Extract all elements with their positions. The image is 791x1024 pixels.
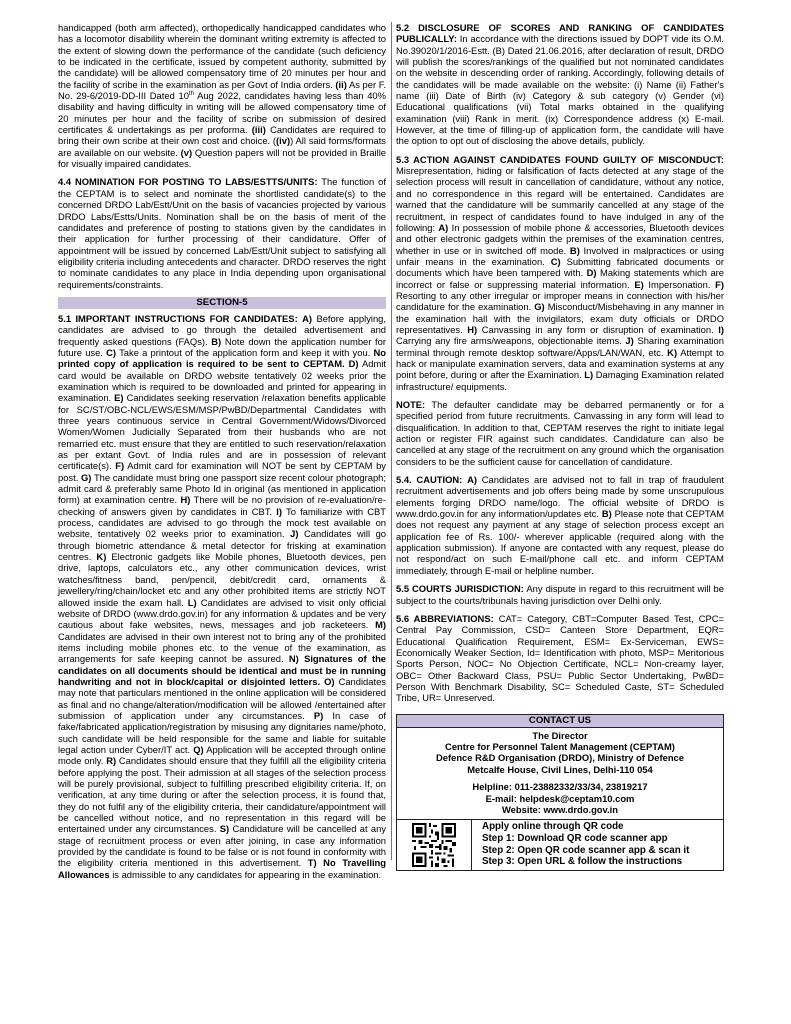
helpline: Helpline: 011-23882332/33/34, 23819217 bbox=[472, 781, 648, 793]
section-5-6-heading: 5.6 ABBREVIATIONS: bbox=[396, 612, 494, 624]
section-5-band: SECTION-5 bbox=[58, 297, 386, 309]
section-5-5: 5.5 COURTS JURISDICTION: Any dispute in regard to this recruitment will be subject to the courts/tribunals having jurisdiction over Delhi only. bbox=[396, 583, 724, 606]
intro-paragraph: handicapped (both arm affected), orthopedically handicapped candidates who has a locomotor disability wherein the dominant writing extremity is affected to the extent of slowing down the performance of the candidate (such deficiency to be indicated in the certificate, issued by competent authority, submitted by the candidate) will be allowed compensatory time of 20 minutes per hour and the facility of scribe in the examination as per Govt of India orders. (ii) As per F. No. 29-6/2019-DD-III Dated 10th Aug 2022, candidates having less than 40% disability and having difficulty in writing will be allowed compensatory time of 20 minutes per hour and the facility of scribe on submission of desired certificates & undertakings as per proforma. (iii) Candidates are required to bring their own scribe at their own cost and choice. ((iv)) All said forms/formats are available on our website. (v) Question papers will not be provided in Braille for visually impaired candidates. bbox=[58, 22, 387, 170]
note-paragraph: NOTE: The defaulter candidate may be debarred permanently or for a specified period from future recruitments. Canvassing in any form will lead to disqualification. In addition to that, CEPTAM reserves the right to initiate legal action or register FIR against such candidates. Candidature can also be cancelled at any stage of the recruitment on any ground which the organisation considers to be the sufficient cause for cancellation of candidature. bbox=[396, 399, 724, 467]
contact-address: The Director Centre for Personnel Talent Management (CEPTAM) Defence R&D Organisation (DRDO), Ministry of Defence Metcalfe House, Civil Lines, Delhi-110 054 bbox=[436, 729, 684, 775]
qr-code-icon bbox=[412, 823, 456, 867]
qr-step: Step 3: Open URL & follow the instructions bbox=[482, 856, 683, 868]
section-5-2: 5.2 DISCLOSURE OF SCORES AND RANKING OF CANDIDATES PUBLICALLY: In accordance with the directions issued by DOPT vide its O.M. No.39020/1/2016-Estt. (B) Dated 21.06.2016, after declaration of result, DRDO will publish the scores/rankings of the qualified but not nominated candidates on the website in descending order of ranking. Accordingly, following details of the candidates will be made available on the website: (i) Name (ii) Father's name (iii) Date of Birth (iv) Category & sub category (v) Gender (vi) Educational qualifications (vii) Total marks obtained in the qualifying examination (viii) Rank in merit. (ix) Correspondence address (x) E-mail. However, at the time of filling-up of application form, the candidate will have the option to opt out of disclosing the above details, publicly. bbox=[396, 22, 725, 147]
section-5-4-heading: 5.4. CAUTION: bbox=[396, 474, 463, 486]
contact-us-band: CONTACT US bbox=[397, 715, 723, 728]
section-5-1-heading: 5.1 IMPORTANT INSTRUCTIONS FOR CANDIDATES: bbox=[58, 312, 298, 324]
section-5-2-heading: 5.2 DISCLOSURE OF SCORES AND RANKING OF CANDIDATES PUBLICALLY: bbox=[396, 22, 724, 45]
section-5-4: 5.4. CAUTION: A) Candidates are advised not to fall in trap of fraudulent recruitment advertisements and job offers being made by some unscrupulous elements forging DRDO name/logo. The official website of DRDO is www.drdo.gov.in for any information/updates etc. B) Please note that CEPTAM does not request any payment at any stage of selection process except an application fee of Rs. 100/- wherever applicable (required along with the application submission). If anyone are contacted with any request, please do not respond/act on such E-mail/phone call etc. and inform CEPTAM immediately, through E-mail or helpline number. bbox=[396, 474, 725, 576]
contact-helpline-block bbox=[397, 779, 723, 819]
qr-step: Step 2: Open QR code scanner app & scan it bbox=[482, 844, 690, 856]
section-5-3: 5.3 ACTION AGAINST CANDIDATES FOUND GUILTY OF MISCONDUCT: Misrepresentation, hiding or falsification of facts detected at any stage of the selection process will result in cancellation of candidature, without any notice, and no correspondence in this regard will be entertained. Candidates are warned that the candidature will be summarily cancelled at any stage of the recruitment, in respect of candidates found to have indulged in any of the following: A) In possession of mobile phone & accessories, Bluetooth devices and other electronic gadgets within the premises of the examination centres, whether in use or in switched off mode. B) Involved in malpractices or using unfair means in the examination. C) Submitting fabricated documents or documents which have been tampered with. D) Making statements which are incorrect or false or suppressing material information. E) Impersonation. F) Resorting to any other irregular or improper means in connection with his/her candidature for the examination. G) Misconduct/Misbehaving in any manner in the examination hall with the invigilators, exam duty officials or DRDO representatives. H) Canvassing in any form or disruption of examination. I) Carrying any fire arms/weapons, objectionable items. J) Sharing examination terminal through remote desktop software/Apps/LAN/WAN, etc. K) Attempt to hack or manipulate examination servers, data and examination systems at any point before, during or after the Examination. L) Damaging Examination related infrastructure/ equipments. bbox=[396, 153, 725, 392]
qr-step: Apply online through QR code bbox=[482, 821, 624, 833]
right-column bbox=[396, 22, 724, 871]
qr-step: Step 1: Download QR code scanner app bbox=[482, 833, 668, 845]
qr-steps bbox=[472, 820, 689, 870]
section-4-4-heading: 4.4 NOMINATION FOR POSTING TO LABS/ESTTS/UNITS: bbox=[58, 176, 318, 188]
website: Website: www.drdo.gov.in bbox=[502, 804, 618, 816]
section-5-1: 5.1 IMPORTANT INSTRUCTIONS FOR CANDIDATES: A) Before applying, candidates are advised to go through the detailed advertisement and frequently asked questions (FAQs). B) Note down the application number for future use. C) Take a printout of the application form and keep it with you. No printed copy of application is required to be sent to CEPTAM. D) Admit card would be available on DRDO website tentatively 02 weeks prior the examination which is required to be downloaded and printed for appearing in examination. E) Candidates seeking reservation /relaxation benefits applicable for SC/ST/OBC-NCL/EWS/ESM/MSP/PwBD/Departmental Candidates with three years continuous service in Central Government/Widows/Divorced Women/Women Judicially Separated from their husbands who are not remarried etc. must ensure that they are entitled to such reservation/relaxation as per extant Govt. of India rules and are in possession of relevant certificate(s). F) Admit card for examination will NOT be sent by CEPTAM by post. G) The candidate must bring one passport size recent colour photograph; admit card & preferably same Photo Id in original (as mentioned in application form) at examination centre. H) There will be no provision of re-evaluation/re-checking of answers given by candidates in CBT. I) To familiarize with CBT process, candidates are advised to go through the mock test available on website, tentatively 02 weeks prior to examination. J) Candidates will go through biometric attendance & metal detector for frisking at examination centres. K) Electronic gadgets like Mobile phones, Bluetooth devices, pen drive, laptops, calculators etc., any other communication devices, wrist watches/fitness band, pen/pencil, debit/credit card, ornaments & jewellery/ring/chain/locket etc and any other prohibited items are strictly NOT allowed inside the exam hall. L) Candidates are advised to visit only official website of DRDO (www.drdo.gov.in) for any information & updates and be very cautious about fake websites, news, messages and job racketeers. M) Candidates are advised in their own interest not to bring any of the prohibited items including mobile phones etc. to the venue of the examination, as arrangements for safe keeping cannot be assured. N) Signatures of the candidates on all documents should be identical and must be in running handwriting and not in block/capital or disjointed letters. O) Candidates may note that particulars mentioned in the online application will be considered as final and no change/alteration/modification will be allowed /entertained after submission of application under any circumstances. P) In case of fake/fabricated application/registration by misusing any dignitaries name/photo, such candidate will be held responsible for the same and liable for suitable legal action under Cyber/IT act. Q) Application will be accepted through online mode only. R) Candidates should ensure that they fulfill all the eligibility criteria before applying the post. Their admission at all stages of the selection process will be purely provisional, subject to fulfilling prescribed eligibility criteria. If, on verification, at any time during or after the selection process, it is found that, they do not fulfil any of the eligibility criteria, their candidature/appointment will be cancelled without notice, and no representation in this regard will be entertained under any circumstances. S) Candidature will be cancelled at any stage of recruitment process or even after joining, in case any information provided by the candidate is found to be false or is not found in conformity with the eligibility criteria mentioned in this advertisement. T) No Travelling Allowances is admissible to any candidates for appearing in the examination. bbox=[58, 312, 387, 880]
section-5-3-heading: 5.3 ACTION AGAINST CANDIDATES FOUND GUILTY OF MISCONDUCT: bbox=[396, 153, 724, 165]
column-divider bbox=[391, 22, 392, 860]
left-column bbox=[58, 22, 386, 887]
section-4-4: 4.4 NOMINATION FOR POSTING TO LABS/ESTTS/UNITS: The function of the CEPTAM is to select and nominate the shortlisted candidate(s) to the concerned DRDO Lab/Estt/Unit on the basis of vacancies projected by various DRDO Labs/Estts/Units. Nomination shall be on the basis of merit of the candidates and preference of posting to stations given by the candidates in their application for further processing of their candidature. Offer of appointment will be issued by concerned Lab/Estt/Unit subject to satisfying all eligibility criteria including antecedents and character. DRDO reserves the right to nominate candidates to any place in India depending upon organisational requirements/constraints. bbox=[58, 176, 386, 290]
email: E-mail: helpdesk@ceptam10.com bbox=[485, 792, 635, 804]
contact-box bbox=[396, 714, 724, 872]
section-5-5-heading: 5.5 COURTS JURISDICTION: bbox=[396, 583, 524, 595]
section-5-6: 5.6 ABBREVIATIONS: CAT= Category, CBT=Computer Based Test, CPC= Central Pay Commission, CSD= Canteen Store Department, EQR= Educational Qualification Requirement, ESM= Ex-Serviceman, EWS= Economically Weaker Section, Id= Identification with photo, MSP= Meritorious Sports Person, NOC= No Objection Certificate, NCL= Non-creamy layer, OBC= Other Backward Class, PSU= Public Sector Undertaking, PwBD= Person With Benchmark Disability, SC= Scheduled Caste, ST= Scheduled Tribe, UR= Unreserved. bbox=[396, 612, 725, 704]
qr-row bbox=[397, 819, 723, 870]
